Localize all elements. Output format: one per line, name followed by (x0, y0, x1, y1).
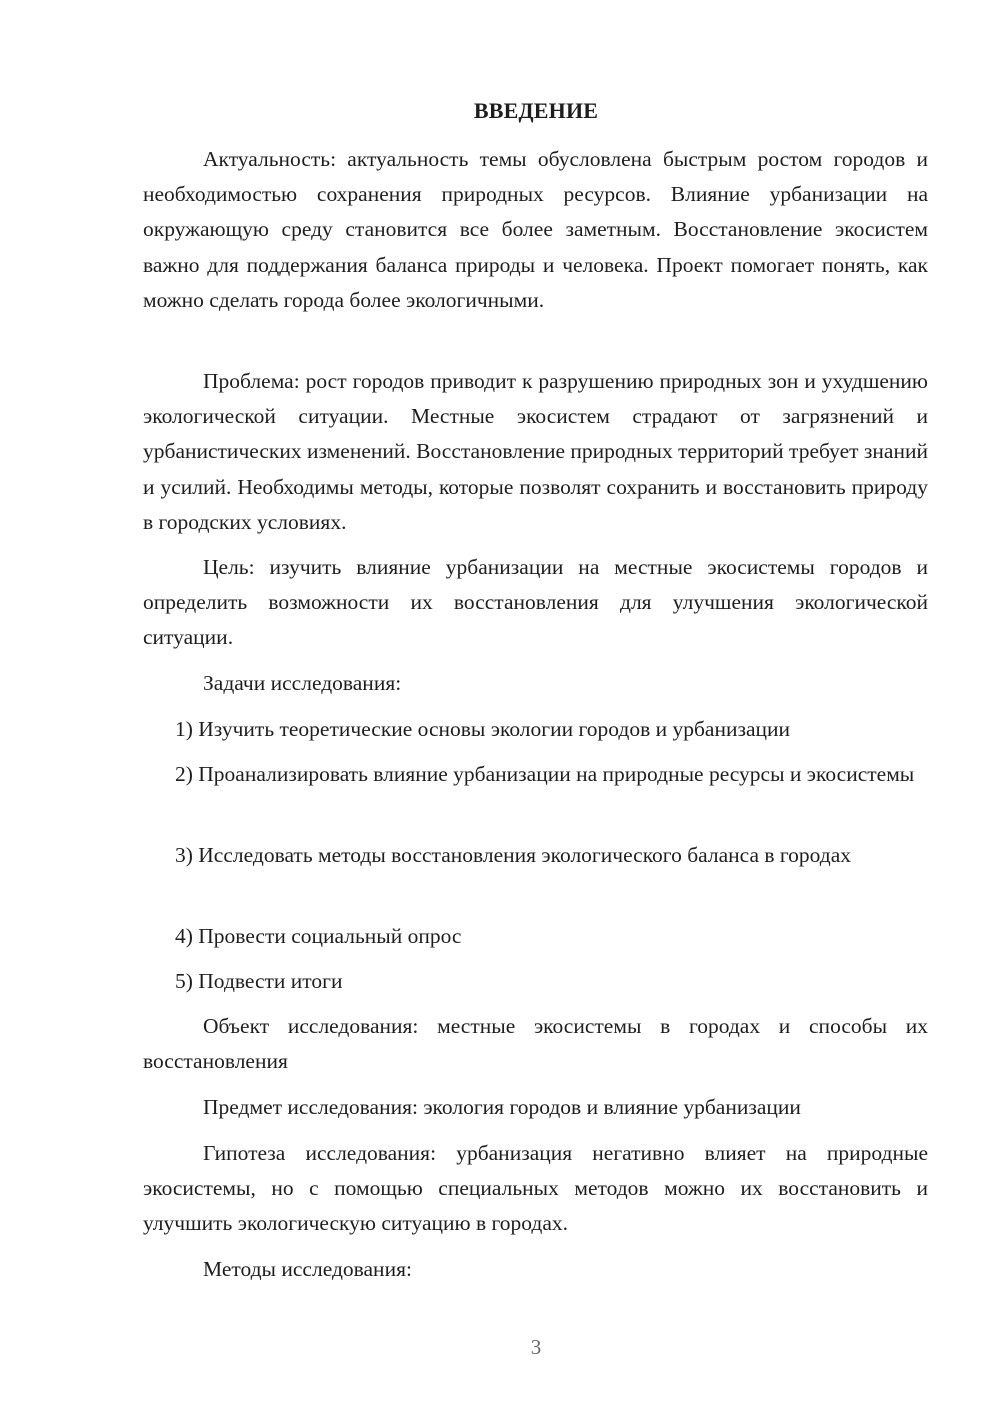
task-item-4: 4) Провести социальный опрос (175, 924, 462, 948)
page-number: 3 (530, 1335, 542, 1359)
paragraph-subject: Предмет исследования: экология городов и влияние урбанизации (203, 1095, 801, 1119)
task-item-3: 3) Исследовать методы восстановления экологического баланса в городах (175, 843, 852, 867)
task-item-1: 1) Изучить теоретические основы экологии городов и урбанизации (175, 717, 791, 741)
paragraph-problem: Проблема: рост городов приводит к разрушению природных зон и ухудшению экологической ситуации. Местные экосистем страдают от загрязнений и урбанистических изменений. Восстановление природных территорий требует знаний и усилий. Необходимы методы, которые позволят сохранить и восстановить природу в городских условиях. (143, 369, 928, 534)
paragraph-relevance: Актуальность: актуальность темы обусловлена быстрым ростом городов и необходимостью сохранения природных ресурсов. Влияние урбанизации на окружающую среду становится все более заметным. Восстановление экосистем важно для поддержания баланса природы и человека. Проект помогает понять, как можно сделать города более экологичными. (143, 147, 928, 312)
paragraph-object: Объект исследования: местные экосистемы в городах и способы их восстановления (143, 1014, 928, 1074)
paragraph-methods: Методы исследования: (203, 1257, 412, 1281)
task-item-2: 2) Проанализировать влияние урбанизации на природные ресурсы и экосистемы (175, 762, 915, 786)
task-item-5: 5) Подвести итоги (175, 969, 343, 993)
paragraph-hypothesis: Гипотеза исследования: урбанизация негативно влияет на природные экосистемы, но с помощью специальных методов можно их восстановить и улучшить экологическую ситуацию в городах. (143, 1141, 928, 1236)
section-title: ВВЕДЕНИЕ (473, 98, 599, 123)
paragraph-tasks-heading: Задачи исследования: (203, 671, 402, 695)
paragraph-goal: Цель: изучить влияние урбанизации на местные экосистемы городов и определить возможности их восстановления для улучшения экологической ситуации. (143, 555, 928, 650)
